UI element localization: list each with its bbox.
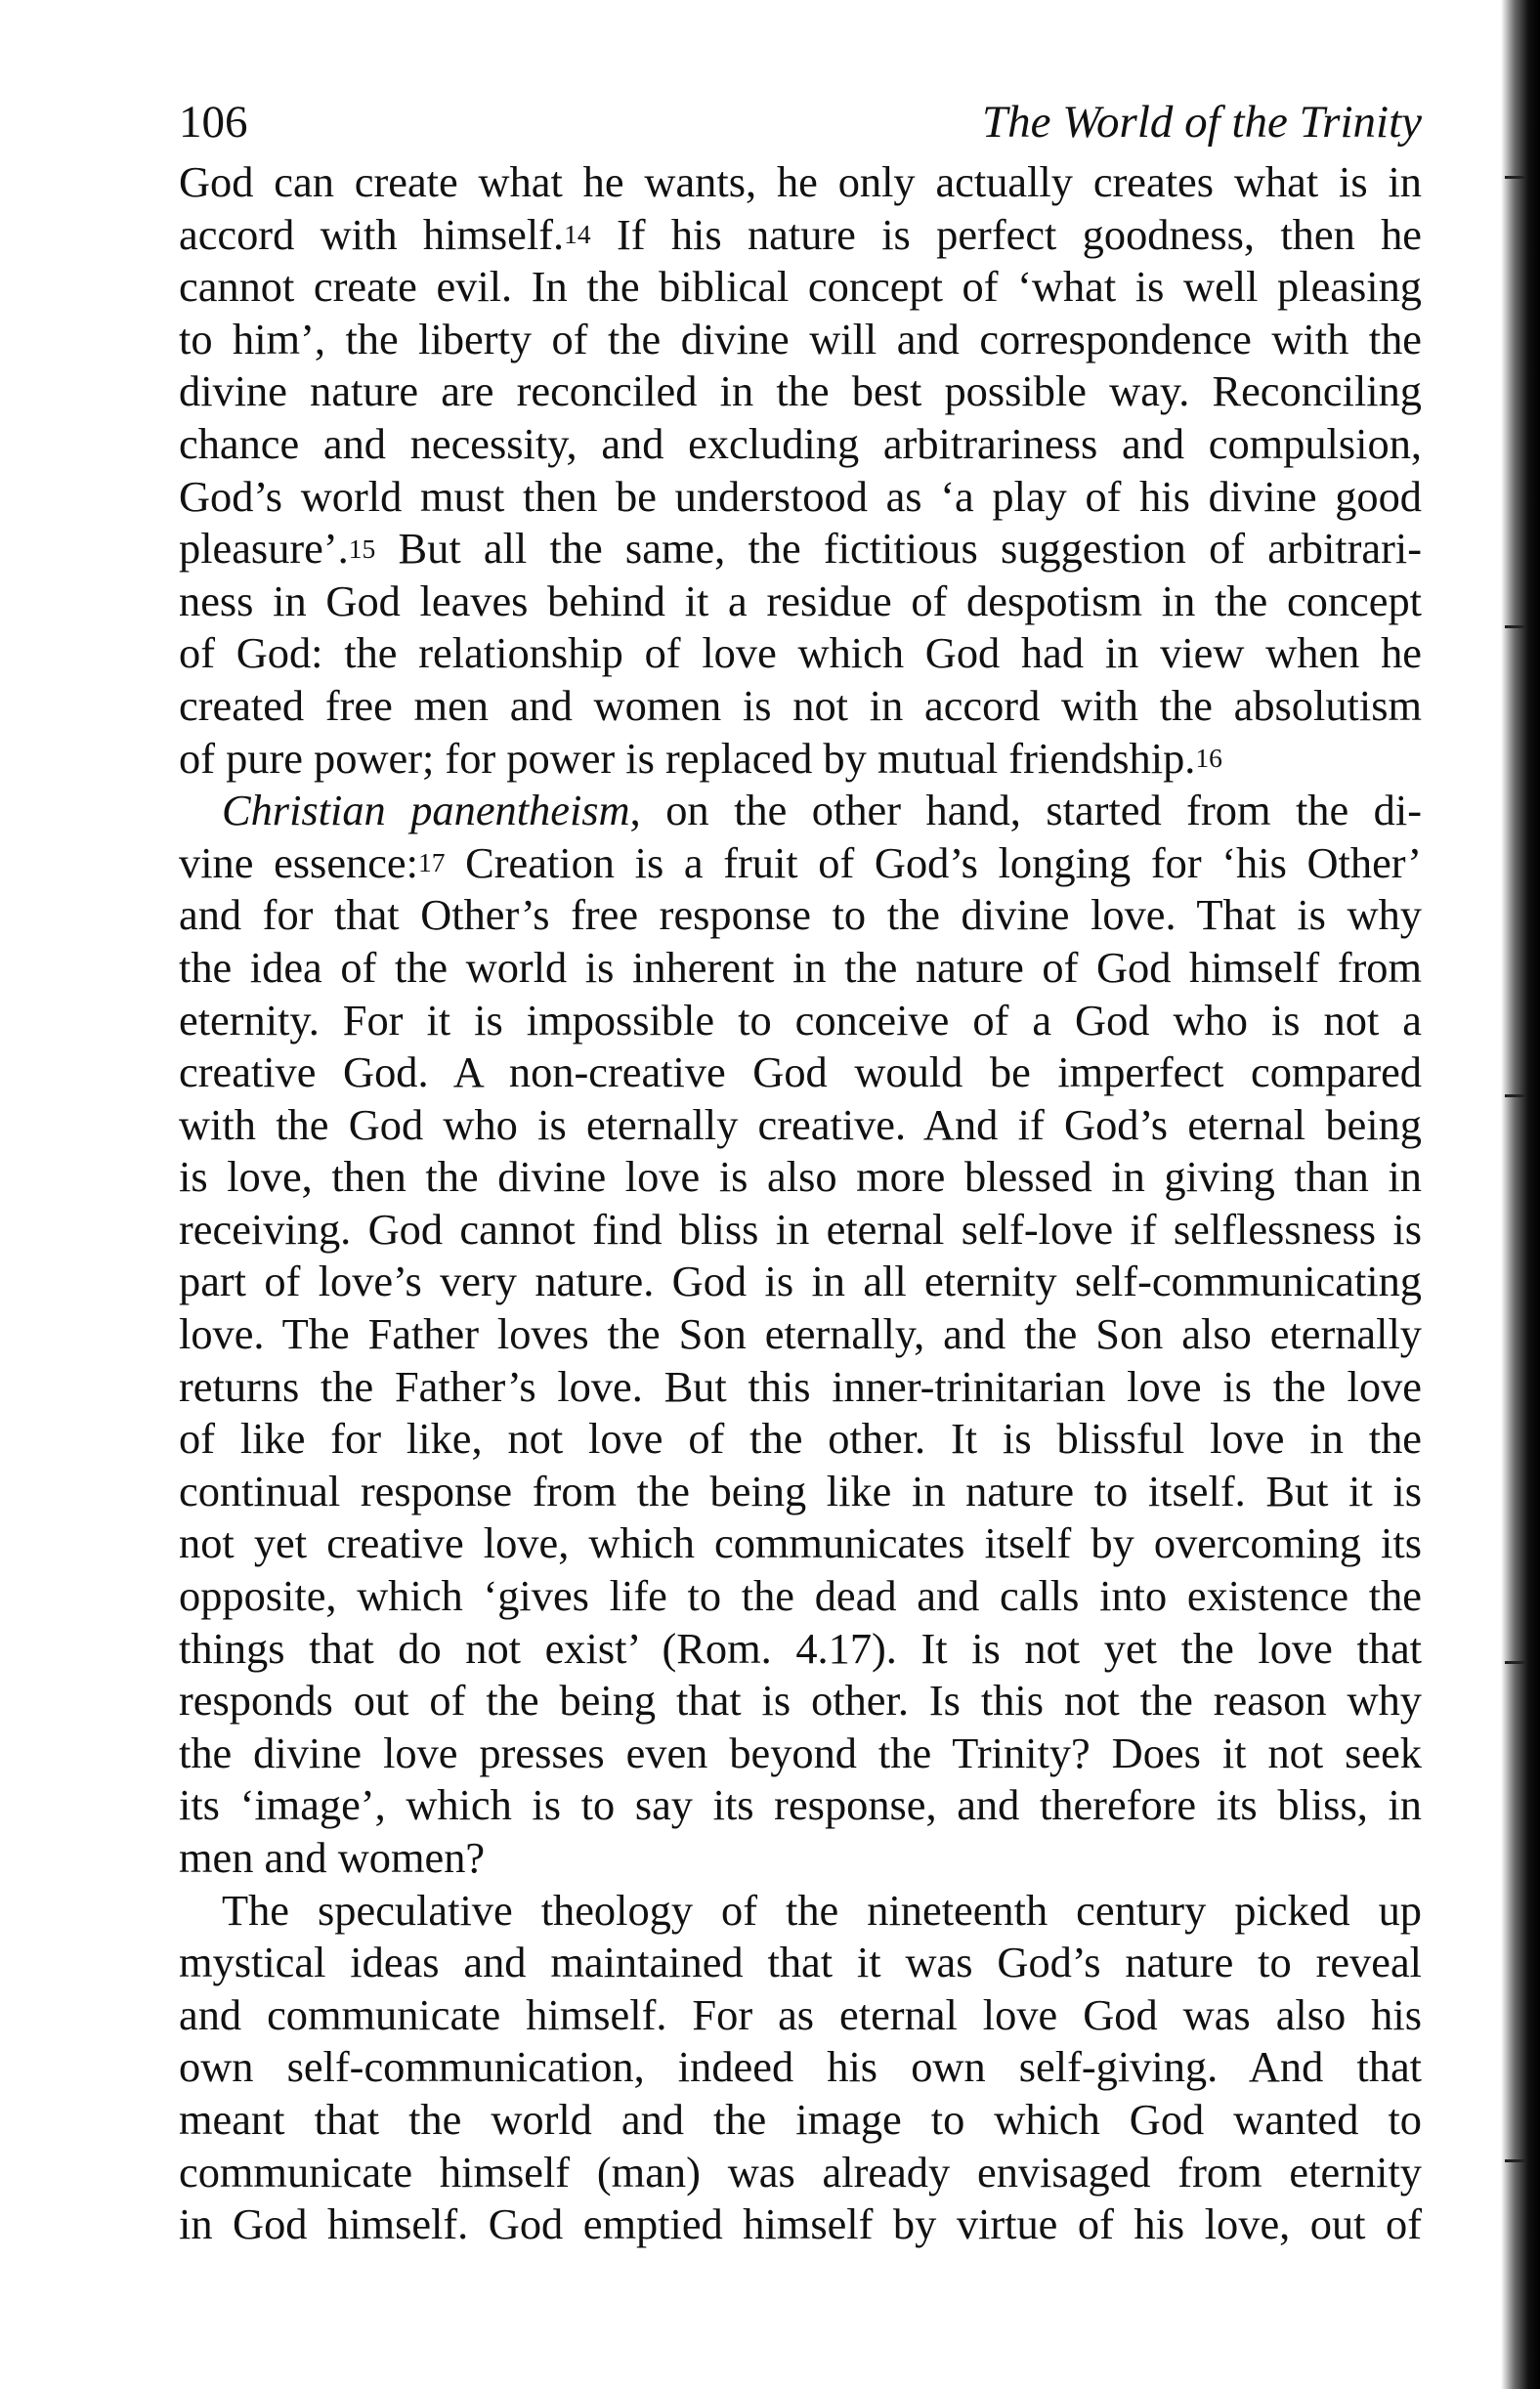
page-header xyxy=(179,96,1422,154)
text-span: communicate himself (man) was already envisaged from eternity xyxy=(179,2147,1422,2197)
text-line xyxy=(179,995,1422,1047)
text-line xyxy=(179,1937,1422,1989)
text-line xyxy=(179,1361,1422,1414)
text-span: part of love’s very nature. God is in all eternity self-communicating xyxy=(179,1257,1422,1306)
text-line xyxy=(179,889,1422,942)
text-line xyxy=(179,156,1422,209)
text-line xyxy=(179,209,1422,262)
text-line xyxy=(179,576,1422,628)
text-line xyxy=(179,1099,1422,1152)
edge-mark xyxy=(1505,1661,1526,1664)
edge-mark xyxy=(1505,176,1526,179)
text-line xyxy=(179,785,1422,837)
text-span: accord with himself. xyxy=(179,209,565,259)
text-line xyxy=(179,1517,1422,1570)
text-span: If his nature is perfect goodness, then he xyxy=(590,209,1422,259)
text-span: God can create what he wants, he only actually creates what is in xyxy=(179,157,1422,206)
text-line xyxy=(179,2147,1422,2199)
footnote-ref: 15 xyxy=(348,533,376,564)
text-span: in God himself. God emptied himself by virtue of his love, out of xyxy=(179,2199,1422,2249)
text-span: is love, then the divine love is also more blessed in giving than in xyxy=(179,1152,1422,1202)
text-line xyxy=(179,1779,1422,1832)
text-line xyxy=(179,1570,1422,1623)
text-span: of pure power; for power is replaced by mutual friendship. xyxy=(179,733,1196,783)
text-span: and communicate himself. For as eternal love God was also his xyxy=(179,1989,1422,2039)
text-span: meant that the world and the image to which God wanted to xyxy=(179,2094,1422,2144)
text-line xyxy=(179,1466,1422,1518)
text-span: chance and necessity, and excluding arbitrariness and compulsion, xyxy=(179,418,1422,468)
text-line xyxy=(179,837,1422,890)
edge-mark xyxy=(1505,2159,1526,2162)
text-span: ness in God leaves behind it a residue of despotism in the concept xyxy=(179,576,1422,625)
text-line xyxy=(179,1623,1422,1676)
text-line xyxy=(179,1728,1422,1780)
text-line xyxy=(179,2198,1422,2251)
text-line xyxy=(179,733,1422,786)
text-span: with the God who is eternally creative. And if God’s eternal being xyxy=(179,1099,1422,1149)
page-edge-shadow xyxy=(1501,0,1540,2389)
text-line xyxy=(179,1413,1422,1466)
text-line xyxy=(179,261,1422,314)
text-span: to him’, the liberty of the divine will and correspondence with the xyxy=(179,314,1422,363)
text-span: not yet creative love, which communicates itself by overcoming its xyxy=(179,1518,1422,1568)
text-span: pleasure’. xyxy=(179,524,349,574)
edge-mark xyxy=(1505,625,1526,628)
text-span: own self-communication, indeed his own self-giving. And that xyxy=(179,2042,1422,2092)
text-span: returns the Father’s love. But this inner-trinitarian love is the love xyxy=(179,1361,1422,1411)
page-number: 106 xyxy=(179,97,248,148)
text-line xyxy=(179,523,1422,576)
text-span: continual response from the being like in nature to itself. But it is xyxy=(179,1466,1422,1515)
text-span: cannot create evil. In the biblical concept of ‘what is well pleasing xyxy=(179,262,1422,312)
text-span: of like for like, not love of the other. It is blissful love in the xyxy=(179,1414,1422,1464)
edge-mark xyxy=(1505,1094,1526,1097)
text-line xyxy=(179,1885,1422,1938)
footnote-ref: 17 xyxy=(417,847,446,878)
text-line xyxy=(179,1675,1422,1728)
text-span: responds out of the being that is other. Is this not the reason why xyxy=(179,1676,1422,1726)
text-span: But all the same, the fictitious suggestion of arbitrari- xyxy=(375,524,1422,574)
text-line xyxy=(179,627,1422,680)
text-span: men and women? xyxy=(179,1833,486,1882)
text-line xyxy=(179,1204,1422,1257)
text-span: God’s world must then be understood as ‘a play of his divine good xyxy=(179,471,1422,521)
emphasis-text: Christian panentheism xyxy=(222,786,630,835)
text-line xyxy=(179,2041,1422,2094)
text-span: The speculative theology of the nineteenth century picked up xyxy=(222,1885,1422,1935)
text-span: things that do not exist’ (Rom. 4.17). It is not yet the love that xyxy=(179,1623,1422,1673)
text-span: love. The Father loves the Son eternally, and the Son also eternally xyxy=(179,1309,1422,1359)
text-line xyxy=(179,680,1422,733)
text-line xyxy=(179,1256,1422,1308)
text-line xyxy=(179,1151,1422,1204)
text-span: of God: the relationship of love which God had in view when he xyxy=(179,628,1422,678)
text-span: its ‘image’, which is to say its response, and therefore its bliss, in xyxy=(179,1780,1422,1830)
text-line xyxy=(179,418,1422,471)
text-line xyxy=(179,2094,1422,2147)
text-span: opposite, which ‘gives life to the dead and calls into existence the xyxy=(179,1571,1422,1621)
text-span: and for that Other’s free response to the divine love. That is why xyxy=(179,890,1422,940)
text-span: , on the other hand, started from the di- xyxy=(629,786,1422,835)
footnote-ref: 14 xyxy=(564,219,591,250)
text-line xyxy=(179,314,1422,366)
text-span: mystical ideas and maintained that it was God’s nature to reveal xyxy=(179,1938,1422,1987)
text-span: Creation is a fruit of God’s longing for ‘his Other’ xyxy=(445,837,1422,887)
text-line xyxy=(179,365,1422,418)
text-span: vine essence: xyxy=(179,837,418,887)
body-text xyxy=(179,156,1422,2251)
text-line xyxy=(179,1832,1422,1885)
text-span: the divine love presses even beyond the Trinity? Does it not seek xyxy=(179,1728,1422,1777)
text-line xyxy=(179,471,1422,524)
text-line xyxy=(179,1308,1422,1361)
text-span: receiving. God cannot find bliss in eternal self-love if selflessness is xyxy=(179,1204,1422,1254)
text-line xyxy=(179,1046,1422,1099)
text-span: divine nature are reconciled in the best possible way. Reconciling xyxy=(179,366,1422,416)
running-title: The World of the Trinity xyxy=(981,97,1422,148)
text-line xyxy=(179,942,1422,995)
text-span: eternity. For it is impossible to conceive of a God who is not a xyxy=(179,995,1422,1045)
text-span: created free men and women is not in accord with the absolutism xyxy=(179,680,1422,730)
text-span: creative God. A non-creative God would be imperfect compared xyxy=(179,1047,1422,1097)
footnote-ref: 16 xyxy=(1195,743,1222,774)
text-line xyxy=(179,1989,1422,2042)
text-span: the idea of the world is inherent in the nature of God himself from xyxy=(179,942,1422,992)
